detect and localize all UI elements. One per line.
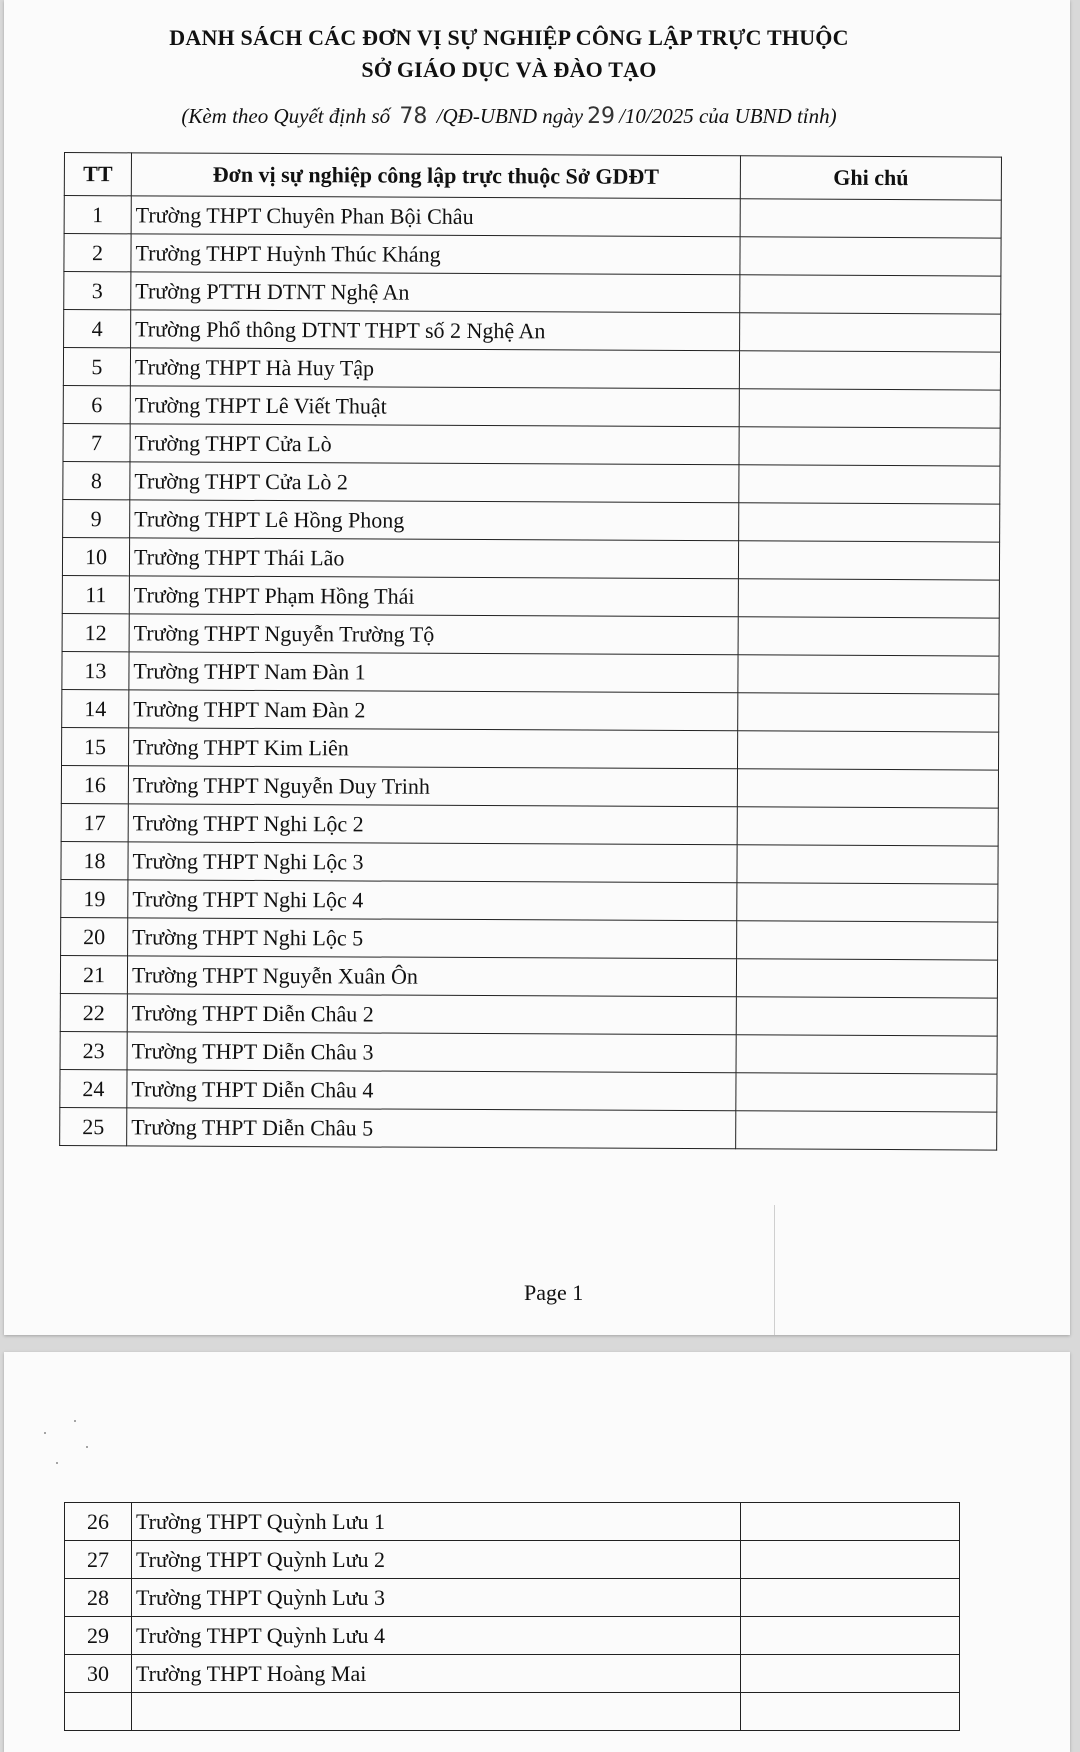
table-row [64, 234, 1001, 277]
note-cell [737, 731, 998, 770]
note-cell [738, 541, 999, 580]
row-number: 11 [62, 575, 129, 613]
row-number: 22 [60, 993, 127, 1031]
note-cell [738, 693, 999, 732]
unit-name: Trường THPT Diễn Châu 5 [127, 1108, 736, 1149]
row-number: 4 [64, 310, 131, 348]
note-cell [737, 883, 998, 922]
speck [74, 1420, 76, 1422]
unit-name: Trường THPT Cửa Lò 2 [130, 462, 739, 503]
table-row [65, 1693, 960, 1731]
table-row [60, 1031, 997, 1074]
table-row [60, 993, 997, 1036]
unit-name: Trường THPT Hà Huy Tập [130, 348, 739, 389]
subtitle-suffix: /10/2025 của UBND tỉnh) [619, 104, 837, 128]
scan-artifact-line [774, 1205, 775, 1335]
note-cell [741, 1617, 960, 1655]
row-number: 19 [61, 879, 128, 917]
unit-name: Trường THPT Huỳnh Thúc Kháng [131, 234, 740, 275]
table-row [62, 575, 999, 618]
table-row [65, 1503, 960, 1541]
unit-name: Trường THPT Phạm Hồng Thái [129, 576, 738, 617]
note-cell [736, 1111, 997, 1150]
row-number: 8 [63, 461, 130, 499]
unit-name: Trường THPT Kim Liên [129, 728, 738, 769]
note-cell [739, 351, 1000, 390]
table-row [63, 423, 1000, 466]
row-number: 3 [64, 272, 131, 310]
row-number: 29 [65, 1617, 132, 1655]
row-number: 7 [63, 423, 130, 461]
table-row [61, 765, 998, 808]
table-row [61, 879, 998, 922]
note-cell [741, 1655, 960, 1693]
note-cell [740, 275, 1001, 314]
row-number: 28 [65, 1579, 132, 1617]
table-row [64, 272, 1001, 315]
title-line-2: SỞ GIÁO DỤC VÀ ĐÀO TẠO [361, 57, 657, 82]
note-cell [738, 579, 999, 618]
table-row [62, 537, 999, 580]
speck [44, 1432, 46, 1434]
note-cell [740, 237, 1001, 276]
row-number: 18 [61, 841, 128, 879]
unit-name: Trường THPT Cửa Lò [130, 424, 739, 465]
unit-name: Trường THPT Quỳnh Lưu 1 [132, 1503, 741, 1541]
decision-day: 29 [587, 104, 616, 129]
subtitle-middle: /QĐ-UBND ngày [436, 104, 584, 128]
table-row [62, 689, 999, 732]
unit-name: Trường THPT Nam Đàn 2 [129, 690, 738, 731]
note-cell [740, 199, 1001, 238]
note-cell [740, 313, 1001, 352]
row-number: 2 [64, 234, 131, 272]
row-number: 5 [63, 348, 130, 386]
note-cell [736, 1035, 997, 1074]
unit-name: Trường THPT Nguyễn Xuân Ôn [127, 956, 736, 997]
table-row [62, 727, 999, 770]
document-page-2 [4, 1352, 1070, 1752]
note-cell [737, 921, 998, 960]
document-title [4, 22, 1014, 86]
note-cell [737, 769, 998, 808]
note-cell [736, 1073, 997, 1112]
units-table-page-2 [64, 1502, 960, 1731]
unit-name: Trường THPT Lê Hồng Phong [130, 500, 739, 541]
note-cell [737, 845, 998, 884]
row-number: 13 [62, 651, 129, 689]
table-row [60, 1107, 997, 1150]
note-cell [741, 1503, 960, 1541]
unit-name: Trường THPT Nghi Lộc 5 [128, 918, 737, 959]
table-row [65, 1541, 960, 1579]
table-row [62, 613, 999, 656]
unit-name: Trường THPT Nam Đàn 1 [129, 652, 738, 693]
unit-name: Trường THPT Nguyễn Trường Tộ [129, 614, 738, 655]
unit-name: Trường THPT Nghi Lộc 2 [128, 804, 737, 845]
page-number: Page 1 [524, 1280, 584, 1305]
unit-name: Trường THPT Diễn Châu 2 [127, 994, 736, 1035]
table-row [64, 196, 1001, 239]
row-number: 30 [65, 1655, 132, 1693]
row-number: 1 [64, 196, 131, 234]
note-cell [739, 427, 1000, 466]
table-row [63, 348, 1000, 391]
row-number: 23 [60, 1031, 127, 1069]
unit-name: Trường THPT Diễn Châu 4 [127, 1070, 736, 1111]
unit-name: Trường THPT Nghi Lộc 3 [128, 842, 737, 883]
unit-name: Trường PTTH DTNT Nghệ An [131, 272, 740, 313]
column-header-note: Ghi chú [740, 156, 1001, 200]
note-cell [738, 617, 999, 656]
row-number: 14 [62, 689, 129, 727]
row-number: 12 [62, 613, 129, 651]
unit-name: Trường THPT Nghi Lộc 4 [128, 880, 737, 921]
note-cell [739, 465, 1000, 504]
decision-number: 78 [399, 104, 428, 129]
unit-name: Trường THPT Hoàng Mai [132, 1655, 741, 1693]
table-row [60, 1069, 997, 1112]
unit-name: Trường THPT Quỳnh Lưu 2 [132, 1541, 741, 1579]
document-subtitle [4, 104, 1014, 129]
row-number: 6 [63, 385, 130, 423]
unit-name: Trường THPT Thái Lão [129, 538, 738, 579]
note-cell [736, 997, 997, 1036]
table-row [63, 385, 1000, 428]
table-header-row [64, 153, 1001, 201]
table-row [63, 461, 1000, 504]
note-cell [737, 807, 998, 846]
table-row [61, 841, 998, 884]
row-number: 26 [65, 1503, 132, 1541]
row-number: 27 [65, 1541, 132, 1579]
column-header-unit: Đơn vị sự nghiệp công lập trực thuộc Sở GDĐT [131, 153, 740, 199]
note-cell [741, 1693, 960, 1731]
speck [86, 1446, 88, 1448]
note-cell [736, 959, 997, 998]
note-cell [739, 503, 1000, 542]
table-row [61, 803, 998, 846]
table-row [62, 651, 999, 694]
note-cell [741, 1579, 960, 1617]
speck [56, 1462, 58, 1464]
row-number: 16 [61, 765, 128, 803]
unit-name: Trường Phổ thông DTNT THPT số 2 Nghệ An [131, 310, 740, 351]
table-row [63, 499, 1000, 542]
unit-name: Trường THPT Quỳnh Lưu 3 [132, 1579, 741, 1617]
table-row [65, 1617, 960, 1655]
table-row [65, 1655, 960, 1693]
row-number: 21 [60, 955, 127, 993]
unit-name: Trường THPT Chuyên Phan Bội Châu [131, 196, 740, 237]
unit-name: Trường THPT Lê Viết Thuật [130, 386, 739, 427]
row-number: 17 [61, 803, 128, 841]
row-number: 15 [62, 727, 129, 765]
unit-name: Trường THPT Diễn Châu 3 [127, 1032, 736, 1073]
note-cell [738, 655, 999, 694]
row-number: 10 [62, 537, 129, 575]
table-row [60, 955, 997, 998]
row-number: 20 [61, 917, 128, 955]
document-page-1 [4, 0, 1070, 1335]
subtitle-prefix: (Kèm theo Quyết định số [181, 104, 391, 128]
table-row [61, 917, 998, 960]
note-cell [741, 1541, 960, 1579]
note-cell [739, 389, 1000, 428]
column-header-tt: TT [64, 153, 131, 196]
units-table-page-1 [59, 152, 1002, 1151]
unit-name [132, 1693, 741, 1731]
row-number: 25 [60, 1107, 127, 1145]
row-number: 24 [60, 1069, 127, 1107]
table-row [65, 1579, 960, 1617]
row-number: 9 [63, 499, 130, 537]
title-line-1: DANH SÁCH CÁC ĐƠN VỊ SỰ NGHIỆP CÔNG LẬP TRỰC THUỘC [169, 25, 849, 50]
row-number [65, 1693, 132, 1731]
unit-name: Trường THPT Nguyễn Duy Trinh [128, 766, 737, 807]
table-row [64, 310, 1001, 353]
unit-name: Trường THPT Quỳnh Lưu 4 [132, 1617, 741, 1655]
